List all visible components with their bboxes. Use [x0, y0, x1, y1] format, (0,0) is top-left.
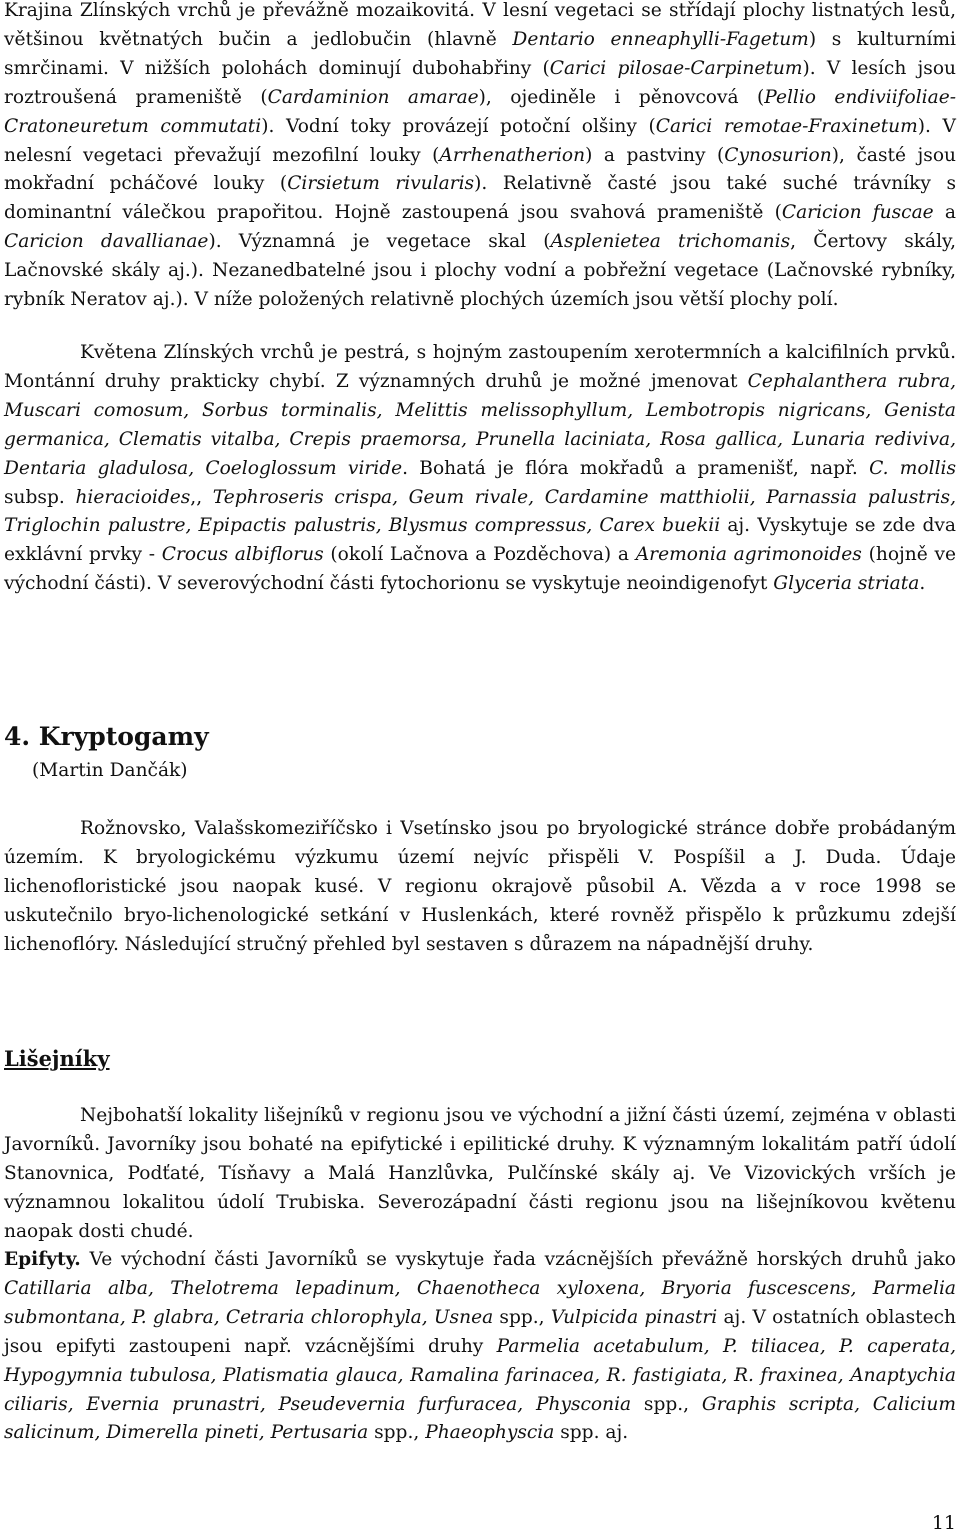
paragraph-flora — [4, 339, 956, 599]
section-heading: 4. Kryptogamy — [4, 722, 209, 751]
italic-taxon: Vulpicida pinastri — [550, 1306, 718, 1328]
text-run: ). V lesích jsou roztroušená prameniště ( — [4, 57, 956, 108]
text-run: spp. aj. — [554, 1422, 629, 1444]
author-line: (Martin Dančák) — [32, 760, 188, 781]
italic-taxon: Catillaria alba, Thelotrema lepadinum, Chaenotheca xyloxena, Bryoria fuscescens, Parmelia submontana, P. glabra, Cetraria chlorophyla, Usnea — [4, 1277, 956, 1328]
italic-taxon: Carici pilosae-Carpinetum — [549, 57, 803, 79]
text-run: ), časté jsou mokřadní pcháčové louky ( — [4, 144, 956, 195]
italic-taxon: Aremonia agrimonoides — [635, 544, 862, 566]
italic-taxon: hieracioides — [75, 486, 191, 508]
paragraph-vegetation — [4, 0, 956, 315]
text-run: ). Významná je vegetace skal ( — [208, 231, 551, 253]
italic-taxon: Pellio endiviifoliae-Cratoneuretum commutati — [4, 86, 956, 137]
paragraph-epiphytes — [4, 1246, 956, 1448]
text-run: spp., — [631, 1393, 702, 1415]
subsection-heading: Lišejníky — [4, 1046, 110, 1071]
italic-taxon: Arrhenatherion — [439, 144, 586, 166]
bold-lead: Epifyty. — [4, 1249, 81, 1270]
text-run: spp., — [493, 1306, 551, 1328]
italic-taxon: Graphis scripta, Calicium salicinum, Dimerella pineti, Pertusaria — [4, 1393, 956, 1444]
italic-taxon: Carici remotae-Fraxinetum — [655, 115, 918, 137]
text-run: . — [919, 573, 926, 595]
text-run: spp., — [368, 1422, 426, 1444]
italic-taxon: Asplenietea trichomanis — [550, 231, 791, 253]
italic-taxon: Glyceria striata — [773, 573, 920, 595]
italic-taxon: Caricion fuscae — [781, 202, 934, 224]
text-run: , Čertovy skály, Lačnovské skály aj.). Nezanedbatelné jsou i plochy vodní a pobřežní vegetace (Lačnovské rybníky, rybník Neratov aj.). V níže položených relativně plochých územích jsou větší plochy polí. — [4, 231, 956, 311]
italic-taxon: Phaeophyscia — [425, 1422, 555, 1444]
italic-taxon: C. mollis — [869, 457, 957, 479]
italic-taxon: Cardaminion amarae — [267, 86, 479, 108]
text-run: . Bohatá je flóra mokřadů a pramenišť, např. — [402, 457, 870, 479]
text-run: Krajina Zlínských vrchů je převážně mozaikovitá. V lesní vegetaci se střídají plochy listnatých lesů, většinou květnatých bučin a jedlobučin (hlavně — [4, 0, 956, 50]
text-run: aj. V ostatních oblastech jsou epifyti zastoupeni např. vzácnějšími druhy — [4, 1306, 956, 1357]
text-run: ). Relativně časté jsou také suché trávníky s dominantní válečkou prapořitou. Hojně zastoupená jsou svahová prameniště ( — [4, 173, 956, 224]
italic-taxon: Cirsietum rivularis — [287, 173, 475, 195]
italic-taxon: Cynosurion — [724, 144, 832, 166]
italic-taxon: Dentario enneaphylli-Fagetum — [512, 28, 809, 50]
italic-taxon: Parmelia acetabulum, P. tiliacea, P. caperata, Hypogymnia tubulosa, Platismatia glauca, Ramalina farinacea, R. fastigiata, R. fraxinea, Anaptychia ciliaris, Evernia prunastri, Pseudevernia furfuracea, Physconia — [4, 1335, 956, 1415]
italic-taxon: Tephroseris crispa, Geum rivale, Cardamine matthiolii, Parnassia palustris, Triglochin palustre, Epipactis palustris, Blysmus compressus, Carex buekii — [4, 486, 956, 537]
paragraph-lichens: Nejbohatší lokality lišejníků v regionu jsou ve východní a jižní části území, zejména v oblasti Javorníků. Javorníky jsou bohaté na epifytické i epilitické druhy. K významným lokalitám patří údolí Stanovnica, Podťaté, Tísňavy a Malá Hanzlůvka, Pulčínské skály aj. Ve Vizovických vrších je významnou lokalitou údolí Trubiska. Severozápadní části regionu jsou na lišejníkovou květenu naopak dosti chudé. — [4, 1105, 956, 1242]
italic-taxon: Caricion davallianae — [4, 231, 209, 253]
paragraph-bryology: Rožnovsko, Valašskomeziříčsko i Vsetínsko jsou po bryologické stránce dobře probádaným územím. K bryologickému výzkumu území nejvíc přispěli V. Pospíšil a J. Duda. Údaje lichenofloristické jsou naopak kusé. V regionu okrajově působil A. Vězda a v roce 1998 se uskutečnilo bryo-lichenologické setkání v Huslenkách, které rovněž přispělo k průzkumu zdejší lichenoflóry. Následující stručný přehled byl sestaven s důrazem na nápadnější druhy. — [4, 818, 956, 955]
page-number: 11 — [931, 1512, 956, 1534]
text-run: ). Vodní toky provázejí potoční olšiny ( — [261, 115, 656, 137]
text-run: ) s kulturními smrčinami. V nižších polohách dominují dubohabřiny ( — [4, 28, 956, 79]
text-run: ,, — [190, 486, 213, 508]
text-run: Ve východní části Javorníků se vyskytuje řada vzácnějších převážně horských druhů jako — [80, 1249, 956, 1270]
text-run: a — [933, 202, 956, 224]
italic-taxon: Crocus albiflorus — [161, 544, 324, 566]
text-run: aj. Vyskytuje se zde dva exklávní prvky - — [4, 515, 956, 566]
text-run: subsp. — [4, 486, 76, 508]
text-run: (okolí Lačnova a Pozděchova) a — [323, 544, 636, 566]
italic-taxon: Cephalanthera rubra, Muscari comosum, Sorbus torminalis, Melittis melissophyllum, Lembotropis nigricans, Genista germanica, Clematis vitalba, Crepis praemorsa, Prunella laciniata, Rosa gallica, Lunaria rediviva, Dentaria gladulosa, Coeloglossum viride — [4, 370, 956, 479]
text-run: (hojně ve východní části). V severovýchodní části fytochorionu se vyskytuje neoindigenofyt — [4, 544, 957, 595]
text-run: Květena Zlínských vrchů je pestrá, s hojným zastoupením xerotermních a kalcifilních prvků. Montánní druhy prakticky chybí. Z významných druhů je možné jmenovat — [4, 342, 956, 392]
text-run: ), ojediněle i pěnovcová ( — [478, 86, 765, 108]
text-run: ). V nelesní vegetaci převažují mezofilní louky ( — [4, 115, 956, 166]
text-run: ) a pastviny ( — [585, 144, 725, 166]
